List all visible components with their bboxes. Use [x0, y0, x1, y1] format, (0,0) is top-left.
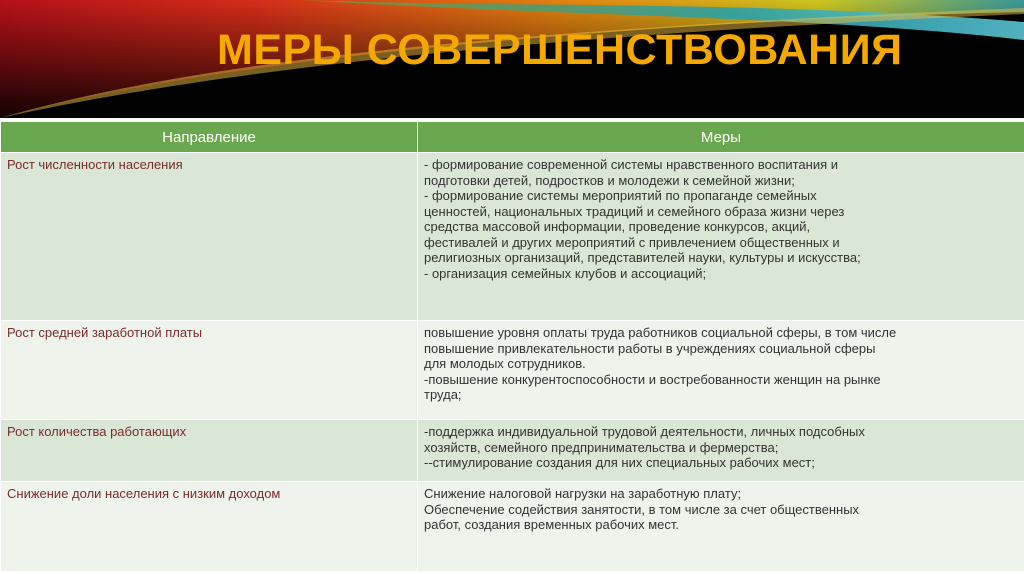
- measure-line: - организация семейных клубов и ассоциаций;: [424, 265, 707, 281]
- column-header-direction: Направление: [1, 122, 418, 153]
- measure-line: -поддержка индивидуальной трудовой деятельности, личных подсобных: [424, 424, 865, 439]
- direction-cell: Рост численности населения: [1, 153, 418, 321]
- measure-line: Обеспечение содействия занятости, в том числе за счет общественных: [424, 501, 860, 517]
- table-row: [1, 420, 1024, 482]
- measure-line: фестивалей и других мероприятий с привлечением общественных и: [424, 234, 840, 250]
- measures-cell: [418, 321, 1024, 420]
- measure-line: труда;: [424, 387, 462, 402]
- measure-line: работ, создания временных рабочих мест.: [424, 517, 680, 532]
- measure-line: для молодых сотрудников.: [424, 356, 586, 371]
- measures-cell: [418, 153, 1024, 321]
- measure-line: Снижение налоговой нагрузки на заработную плату;: [424, 486, 742, 501]
- measure-line: хозяйств, семейного предпринимательства и фермерства;: [424, 439, 779, 455]
- measure-line: средства массовой информации, проведение конкурсов, акций,: [424, 219, 811, 234]
- measure-line: ценностей, национальных традиций и семейного образа жизни через: [424, 203, 845, 219]
- measure-line: - формирование системы мероприятий по пропаганде семейных: [424, 188, 817, 203]
- measure-line: - формирование современной системы нравственного воспитания и: [424, 157, 839, 172]
- column-header-measures: Меры: [418, 122, 1024, 153]
- direction-cell: Снижение доли населения с низким доходом: [1, 482, 418, 572]
- direction-cell: Рост количества работающих: [1, 420, 418, 482]
- measures-table: [0, 121, 1024, 572]
- table-row: [1, 321, 1024, 420]
- measure-line: повышение уровня оплаты труда работников социальной сферы, в том числе: [424, 325, 897, 340]
- title-banner: [0, 0, 1024, 118]
- measures-cell: [418, 482, 1024, 572]
- table-row: [1, 482, 1024, 572]
- measure-line: подготовки детей, подростков и молодежи к семейной жизни;: [424, 172, 795, 188]
- page-title: МЕРЫ СОВЕРШЕНСТВОВАНИЯ: [217, 26, 903, 74]
- table-header-row: [1, 122, 1024, 153]
- measure-line: религиозных организаций, представителей науки, культуры и искусства;: [424, 250, 861, 265]
- direction-cell: Рост средней заработной платы: [1, 321, 418, 420]
- measure-line: --стимулирование создания для них специальных рабочих мест;: [424, 455, 815, 470]
- measure-line: -повышение конкурентоспособности и востребованности женщин на рынке: [424, 371, 881, 387]
- table-row: [1, 153, 1024, 321]
- measures-cell: [418, 420, 1024, 482]
- measure-line: повышение привлекательности работы в учреждениях социальной сферы: [424, 340, 876, 356]
